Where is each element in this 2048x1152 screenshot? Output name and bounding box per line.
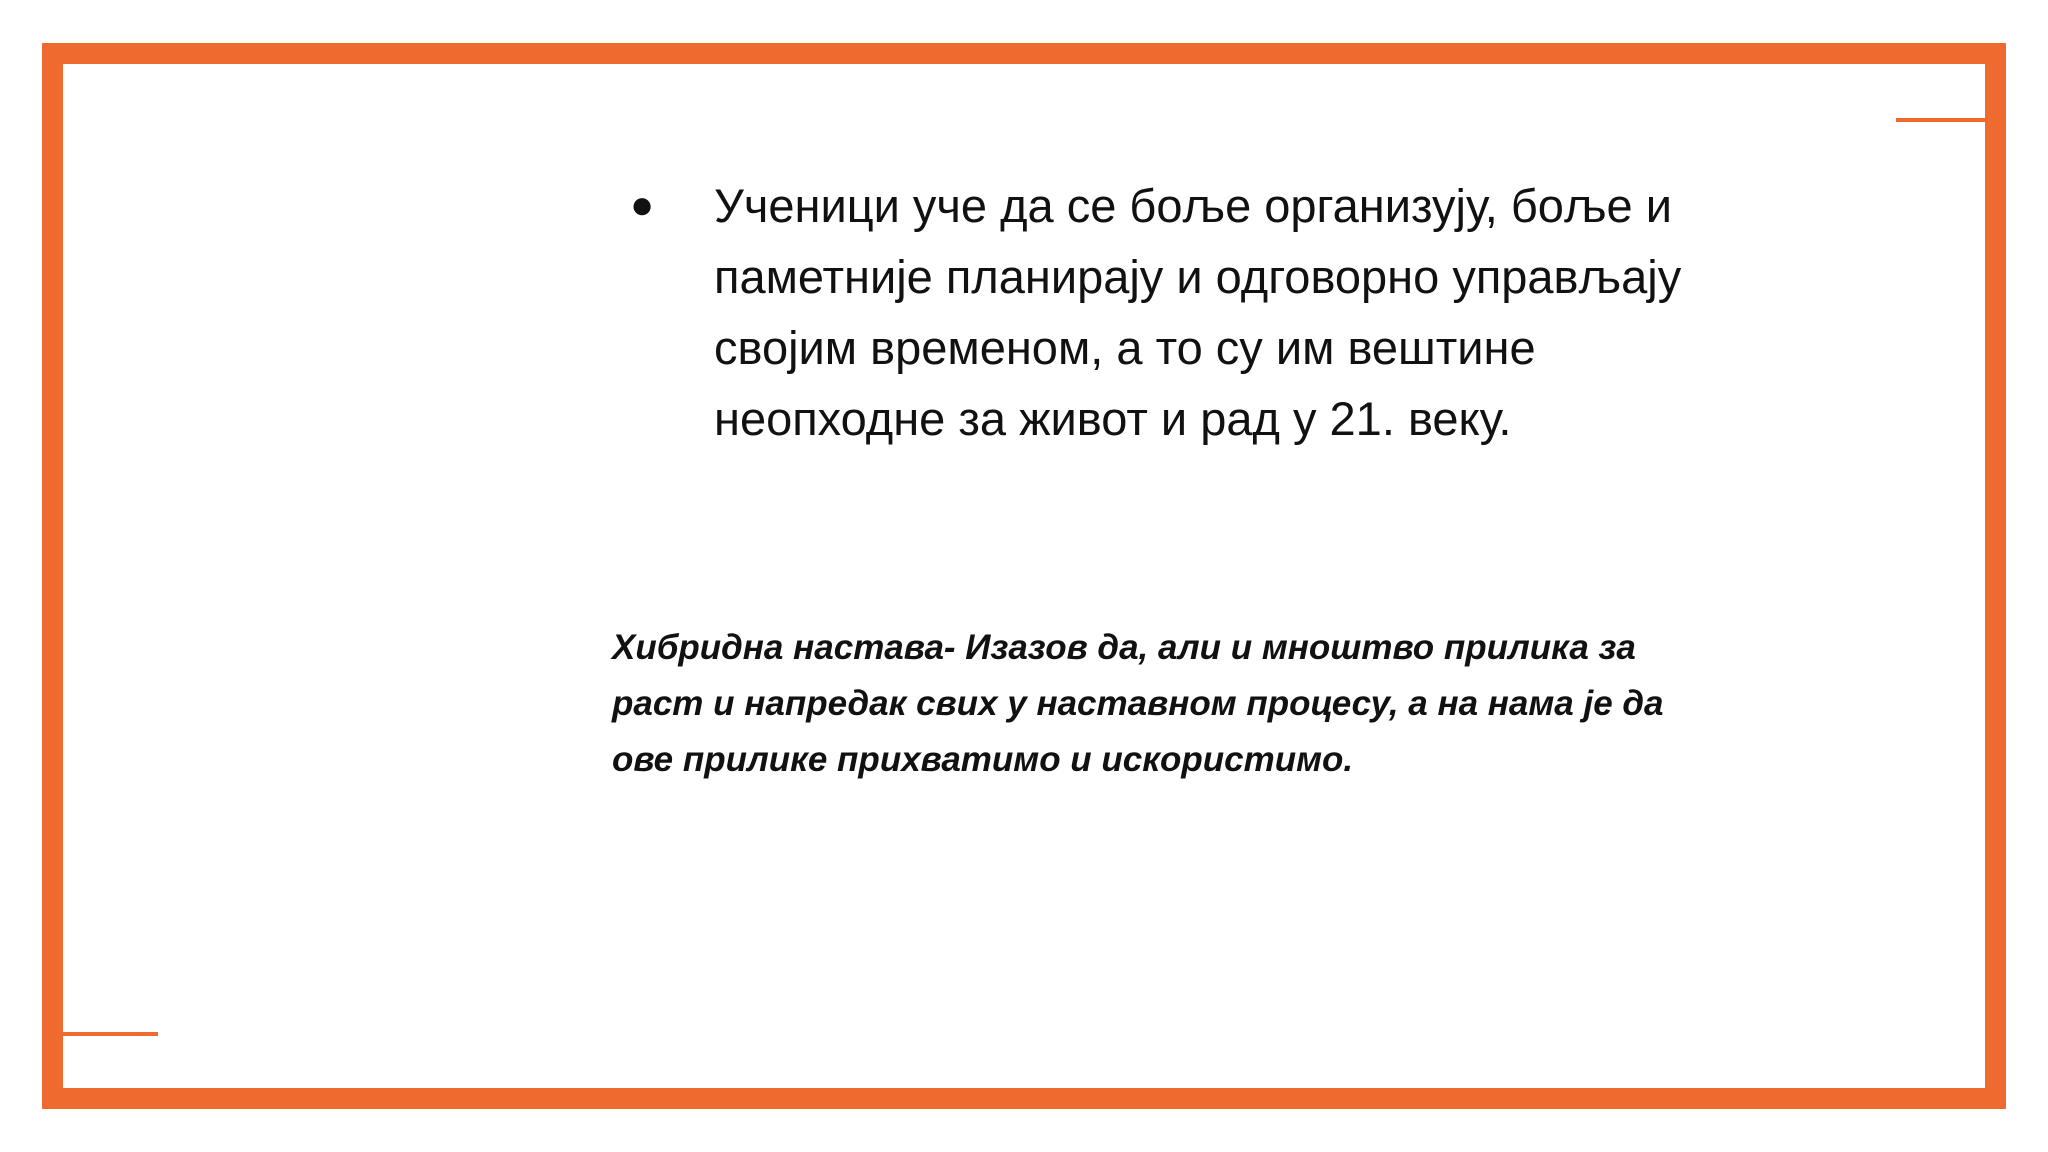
bullet-item — [630, 170, 1830, 454]
bullet-list — [630, 170, 1830, 454]
accent-line-top-right — [1896, 118, 1988, 122]
bullet-line: својим временом, а то су им вештине — [714, 321, 1536, 374]
closing-line: Хибридна настава- Изазов да, али и мноштво прилика за — [612, 628, 1636, 667]
bullet-line: неопходне за живот и рад у 21. веку. — [714, 392, 1512, 445]
closing-line: ове прилике прихватимо и искористимо. — [612, 740, 1354, 779]
closing-statement — [612, 620, 1912, 788]
bullet-text — [714, 170, 1830, 454]
bullet-line: Ученици уче да се боље организују, боље и — [714, 179, 1672, 232]
bullet-line: паметније планирају и одговорно управљају — [714, 250, 1682, 303]
accent-line-bottom-left — [63, 1032, 158, 1036]
closing-line: раст и напредак свих у наставном процесу, а на нама је да — [612, 684, 1664, 723]
bullet-marker-icon: ● — [630, 183, 655, 227]
